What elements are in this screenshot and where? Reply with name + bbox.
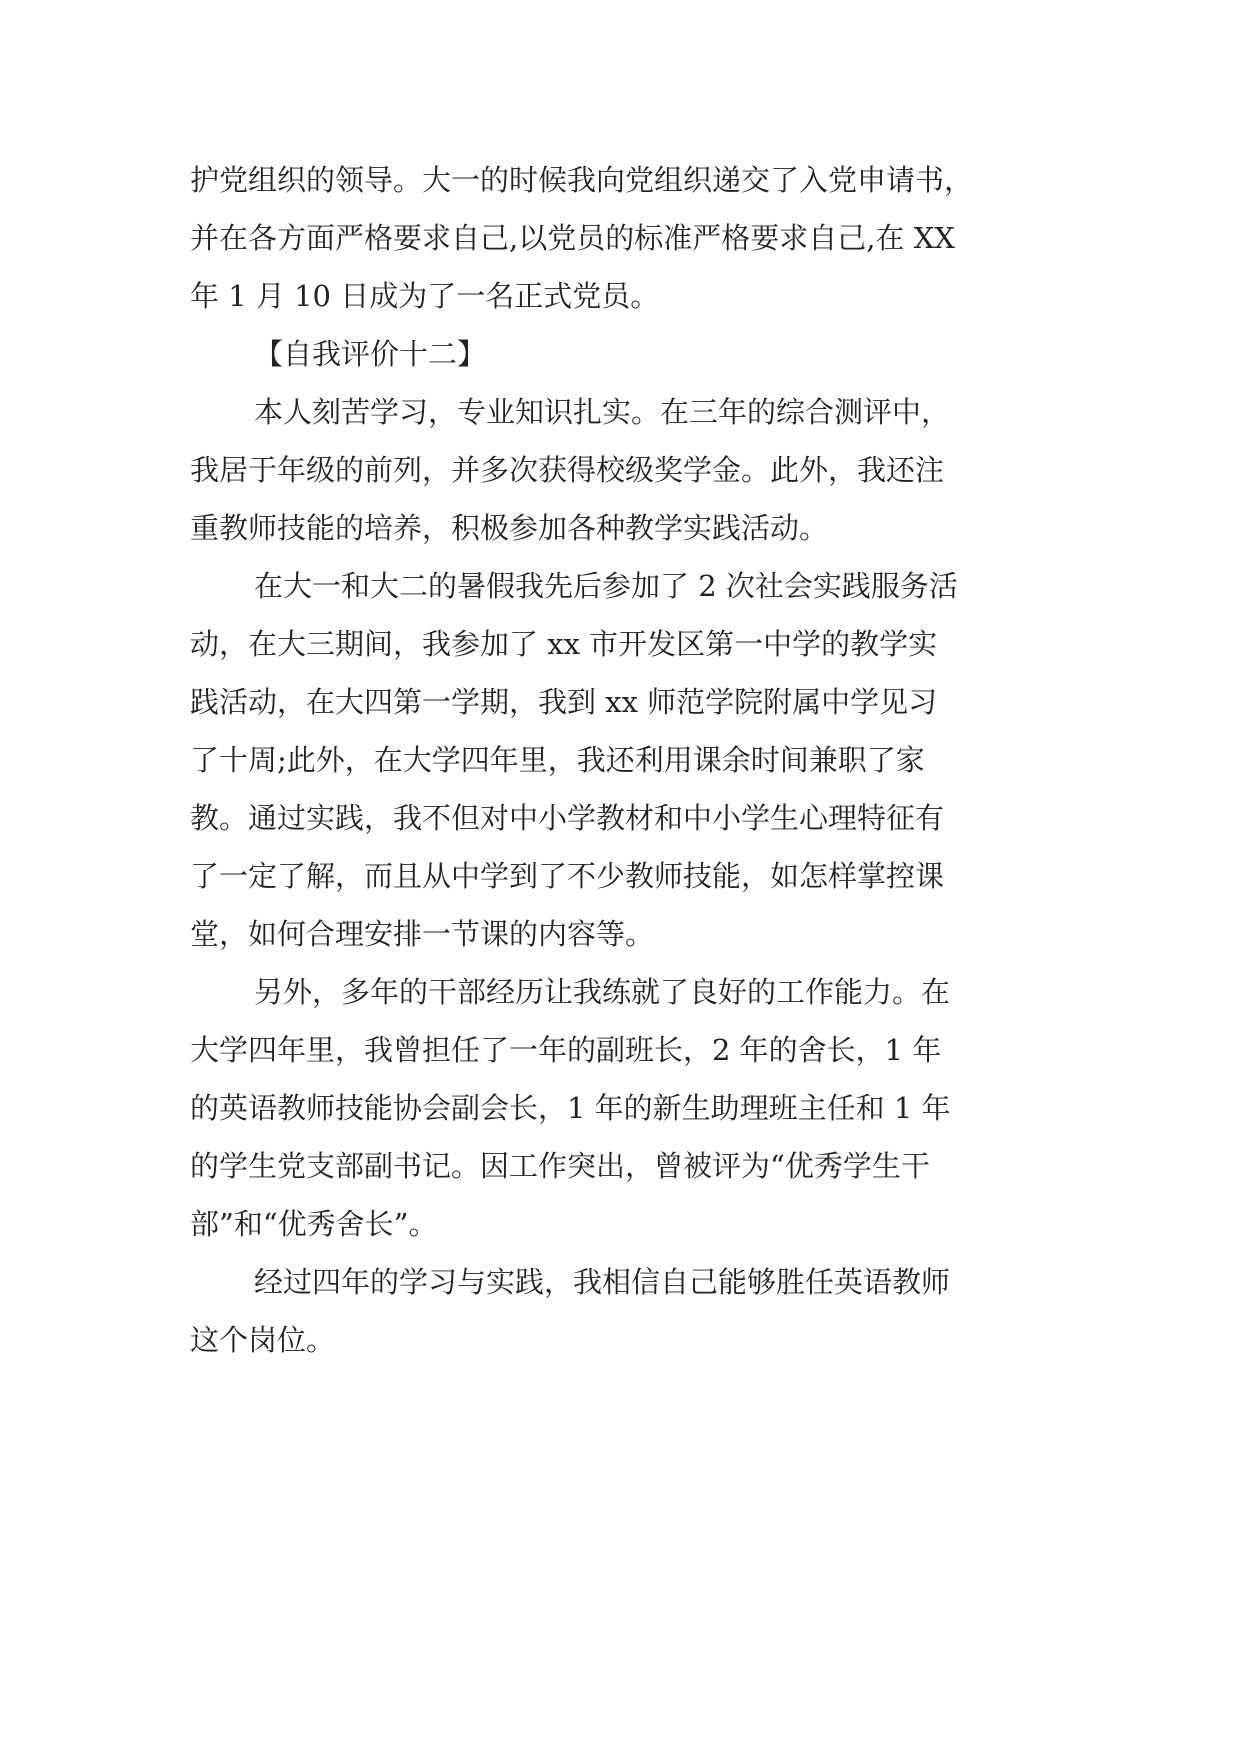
paragraph-line: 的学生党支部副书记。因工作突出，曾被评为“优秀学生干 [190, 1149, 930, 1183]
paragraph-line: 堂，如何合理安排一节课的内容等。 [190, 917, 655, 951]
paragraph-line: 这个岗位。 [190, 1323, 336, 1357]
section-heading: 【自我评价十二】 [254, 337, 487, 371]
paragraph-line: 并在各方面严格要求自己,以党员的标准严格要求自己,在 XX [190, 221, 955, 255]
paragraph-line: 经过四年的学习与实践，我相信自己能够胜任英语教师 [254, 1265, 951, 1299]
paragraph-line: 我居于年级的前列，并多次获得校级奖学金。此外，我还注 [190, 453, 945, 487]
paragraph-line: 年 1 月 10 日成为了一名正式党员。 [190, 279, 660, 313]
paragraph-line: 在大一和大二的暑假我先后参加了 2 次社会实践服务活 [254, 569, 958, 603]
paragraph-line: 大学四年里，我曾担任了一年的副班长，2 年的舍长，1 年 [190, 1033, 942, 1067]
paragraph-line: 部”和“优秀舍长”。 [190, 1207, 438, 1241]
paragraph-line: 践活动，在大四第一学期，我到 xx 师范学院附属中学见习 [190, 685, 938, 719]
paragraph-line: 另外，多年的干部经历让我练就了良好的工作能力。在 [254, 975, 951, 1009]
paragraph-line: 教。通过实践，我不但对中小学教材和中小学生心理特征有 [190, 801, 945, 835]
paragraph-line: 动，在大三期间，我参加了 xx 市开发区第一中学的教学实 [190, 627, 938, 661]
paragraph-line: 护党组织的领导。大一的时候我向党组织递交了入党申请书， [190, 163, 974, 197]
paragraph-line: 的英语教师技能协会副会长，1 年的新生助理班主任和 1 年 [190, 1091, 951, 1125]
paragraph-line: 重教师技能的培养，积极参加各种教学实践活动。 [190, 511, 829, 545]
paragraph-line: 了一定了解，而且从中学到了不少教师技能，如怎样掌控课 [190, 859, 945, 893]
paragraph-line: 了十周;此外，在大学四年里，我还利用课余时间兼职了家 [190, 743, 925, 777]
paragraph-line: 本人刻苦学习，专业知识扎实。在三年的综合测评中， [254, 395, 951, 429]
